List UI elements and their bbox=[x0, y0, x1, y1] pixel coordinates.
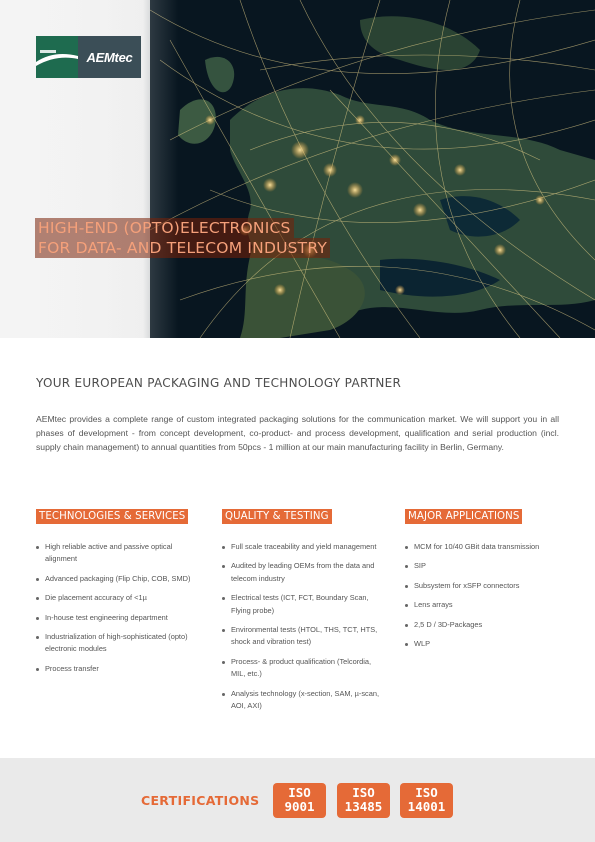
list-item: Subsystem for xSFP connectors bbox=[405, 580, 565, 592]
list-item: Electrical tests (ICT, FCT, Boundary Scan, Flying probe) bbox=[222, 592, 382, 617]
iso-14001-badge bbox=[400, 783, 453, 818]
headline-line-2: FOR DATA- AND TELECOM INDUSTRY bbox=[35, 238, 330, 258]
logo-mark-icon bbox=[36, 36, 78, 78]
list-item: Process transfer bbox=[36, 663, 196, 675]
badge-line-2: 13485 bbox=[344, 799, 383, 814]
hero-banner bbox=[0, 0, 595, 338]
hero-headline bbox=[35, 218, 330, 258]
list-item: In-house test engineering department bbox=[36, 612, 196, 624]
list-item: Full scale traceability and yield management bbox=[222, 541, 382, 553]
list-item: Industrialization of high-sophisticated (opto) electronic modules bbox=[36, 631, 196, 656]
intro-paragraph: AEMtec provides a complete range of custom integrated packaging solutions for the communication market. We will support you in all phases of development - from concept development, co-product- and process development, qualification and serial production (incl. supply chain management) to annual quantities from 50pcs - 1 million at our main manufacturing facility in Berlin, Germany. bbox=[36, 414, 559, 452]
list-item: Process- & product qualification (Telcordia, MIL, etc.) bbox=[222, 656, 382, 681]
column-heading: TECHNOLOGIES & SERVICES bbox=[36, 509, 188, 524]
bullet-list bbox=[36, 541, 196, 675]
column-technologies-services bbox=[36, 506, 196, 682]
column-major-applications bbox=[405, 506, 565, 657]
list-item: Lens arrays bbox=[405, 599, 565, 611]
list-item: Analysis technology (x-section, SAM, µ-scan, AOI, AXI) bbox=[222, 688, 382, 713]
bullet-list bbox=[405, 541, 565, 650]
badge-line-1: ISO bbox=[288, 785, 311, 800]
list-item: MCM for 10/40 GBit data transmission bbox=[405, 541, 565, 553]
column-quality-testing bbox=[222, 506, 382, 719]
column-heading: QUALITY & TESTING bbox=[222, 509, 332, 524]
aemtec-logo bbox=[36, 36, 141, 78]
badge-line-1: ISO bbox=[415, 785, 438, 800]
certifications-label: CERTIFICATIONS bbox=[141, 793, 260, 808]
badge-line-1: ISO bbox=[352, 785, 375, 800]
list-item: Die placement accuracy of <1µ bbox=[36, 592, 196, 604]
list-item: 2,5 D / 3D-Packages bbox=[405, 619, 565, 631]
list-item: Audited by leading OEMs from the data and telecom industry bbox=[222, 560, 382, 585]
list-item: Advanced packaging (Flip Chip, COB, SMD) bbox=[36, 573, 196, 585]
bullet-list bbox=[222, 541, 382, 712]
iso-9001-badge bbox=[273, 783, 326, 818]
list-item: WLP bbox=[405, 638, 565, 650]
logo-wordmark: AEMtec bbox=[78, 36, 141, 78]
list-item: Environmental tests (HTOL, THS, TCT, HTS, shock and vibration test) bbox=[222, 624, 382, 649]
badge-line-2: 14001 bbox=[407, 799, 446, 814]
section-subtitle: YOUR EUROPEAN PACKAGING AND TECHNOLOGY PARTNER bbox=[36, 376, 402, 390]
list-item: SIP bbox=[405, 560, 565, 572]
iso-13485-badge bbox=[337, 783, 390, 818]
column-heading: MAJOR APPLICATIONS bbox=[405, 509, 522, 524]
badge-line-2: 9001 bbox=[284, 799, 315, 814]
list-item: High reliable active and passive optical alignment bbox=[36, 541, 196, 566]
headline-line-1: HIGH-END (OPTO)ELECTRONICS bbox=[35, 218, 294, 238]
